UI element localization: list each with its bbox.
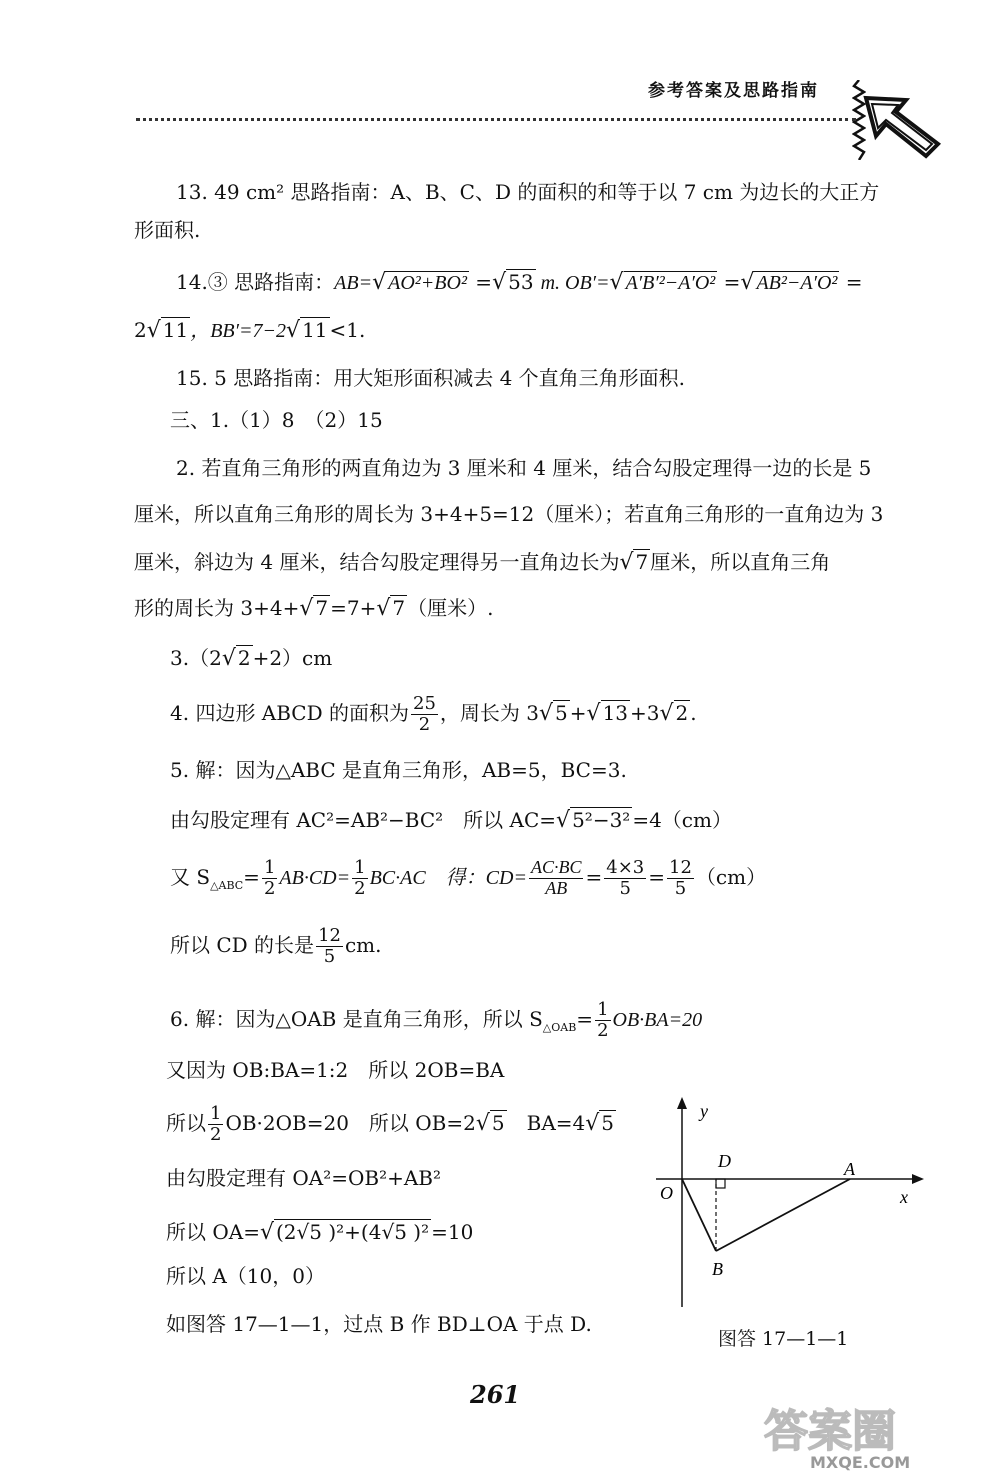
text: 3.（2 xyxy=(170,646,222,670)
denominator: 2 xyxy=(354,877,366,899)
answer-6-line7: 如图答 17—1—1，过点 B 作 BD⊥OA 于点 D. xyxy=(166,1312,592,1336)
text: 又 S xyxy=(170,864,211,889)
page-number: 261 xyxy=(470,1380,521,1409)
equals: = xyxy=(839,270,863,294)
answer-14-line1 xyxy=(176,270,863,296)
text: 6. 解：因为△OAB 是直角三角形，所以 S xyxy=(170,1006,543,1031)
text: =4（cm） xyxy=(632,808,732,832)
dotted-divider xyxy=(136,118,856,121)
radicand: (2√5 )²+(4√5 )² xyxy=(276,1220,430,1244)
denominator: 5 xyxy=(674,877,687,899)
numerator: 4×3 xyxy=(606,857,645,878)
text: 形的周长为 3+4+ xyxy=(134,596,300,620)
answer-5-line4 xyxy=(170,926,382,967)
segment-ob xyxy=(682,1179,716,1251)
fraction xyxy=(262,858,277,899)
answer-6-line5 xyxy=(166,1220,473,1246)
answer-5-line2 xyxy=(170,808,732,834)
answer-14-line2 xyxy=(134,318,365,344)
answer-6-line1 xyxy=(170,1000,702,1041)
sqrt-a-b: √ A′B′²−A′O² xyxy=(609,270,716,295)
text: ，周长为 3 xyxy=(439,700,540,725)
radicand: 11 xyxy=(162,318,189,342)
equals: = xyxy=(648,864,666,889)
text: =10 xyxy=(431,1220,474,1244)
text: cm. xyxy=(344,932,382,957)
radicand: 7 xyxy=(392,596,406,620)
text: OB·2OB=20 所以 OB=2 xyxy=(225,1110,476,1135)
sqrt-ab-ao: √ AB²−A′O² xyxy=(740,270,838,295)
sqrt-7: √ 7 xyxy=(619,550,649,575)
sqrt-oa: √ (2√5 )²+(4√5 )² xyxy=(259,1220,430,1245)
fraction xyxy=(529,858,584,899)
numerator: 1 xyxy=(354,857,366,878)
bb-text: ，BB′=7−2 xyxy=(190,320,287,342)
x-axis-arrow xyxy=(912,1174,924,1184)
text: AB·CD= xyxy=(279,866,351,889)
header-title: 参考答案及思路指南 xyxy=(648,81,819,101)
denominator: 2 xyxy=(418,713,431,735)
radicand: AO²+BO² xyxy=(388,272,467,294)
coef: 2 xyxy=(134,318,147,342)
label-y: y xyxy=(700,1101,708,1121)
answer-6-line4: 由勾股定理有 OA²=OB²+AB² xyxy=(166,1166,441,1190)
fraction xyxy=(667,858,694,899)
fraction xyxy=(595,1000,610,1041)
answer-2-line3 xyxy=(134,550,830,576)
fraction xyxy=(316,926,343,967)
equals: = xyxy=(243,864,260,889)
plus: + xyxy=(569,700,587,725)
answer-6-line2: 又因为 OB:BA=1:2 所以 2OB=BA xyxy=(166,1058,505,1082)
answer-5-line3 xyxy=(170,858,766,899)
unit: （cm） xyxy=(695,864,767,889)
text: +2）cm xyxy=(252,646,333,670)
answer-6-line3 xyxy=(166,1104,616,1145)
numerator: AC·BC xyxy=(530,857,582,877)
answer-2-line2: 厘米，所以直角三角形的周长为 3+4+5=12（厘米）；若直角三角形的一直角边为 3 xyxy=(134,502,884,526)
section-3-answer-1: 三、1.（1）8 （2）15 xyxy=(170,408,383,432)
sqrt-13: √ 13 xyxy=(586,700,629,726)
figure-caption: 图答 17—1—1 xyxy=(718,1328,849,1350)
radicand: 5 xyxy=(601,1110,615,1135)
radicand: 7 xyxy=(315,596,329,620)
label-d: D xyxy=(718,1151,731,1171)
watermark-url: MXQE.COM xyxy=(810,1453,911,1472)
sqrt-7: √ 7 xyxy=(376,596,406,621)
radicand: 5²−3² xyxy=(572,808,631,832)
radicand: A′B′²−A′O² xyxy=(625,272,716,294)
coordinate-figure xyxy=(650,1095,930,1315)
sqrt-11b: √ 11 xyxy=(286,318,328,343)
label-x: x xyxy=(900,1187,908,1207)
denominator: 2 xyxy=(263,877,276,899)
numerator: 1 xyxy=(263,857,276,878)
equals: = xyxy=(576,1006,594,1031)
sqrt-5: √ 5 xyxy=(585,1110,615,1136)
denominator: 2 xyxy=(597,1019,609,1041)
numerator: 1 xyxy=(210,1103,222,1124)
text: =7+ xyxy=(330,596,377,620)
watermark-logo xyxy=(760,1400,992,1472)
sqrt-5: √ 5 xyxy=(539,700,568,726)
sqrt-2: √ 2 xyxy=(659,700,689,726)
numerator: 25 xyxy=(413,693,436,714)
equals: = xyxy=(585,864,603,889)
radicand: 5 xyxy=(555,700,568,725)
radicand: 7 xyxy=(635,550,649,574)
text: （厘米）. xyxy=(407,596,494,620)
radicand: 11 xyxy=(302,318,328,342)
sqrt-53: √ 53 xyxy=(492,270,534,295)
equals: = xyxy=(717,270,741,294)
radicand: 5 xyxy=(491,1110,505,1135)
text: 4. 四边形 ABCD 的面积为 xyxy=(170,700,410,725)
label-b: B xyxy=(712,1259,723,1279)
sqrt-7: √ 7 xyxy=(299,596,329,621)
text: 所以 OA= xyxy=(166,1220,260,1244)
watermark-text: 答案圈 xyxy=(764,1406,896,1457)
sqrt-5: √ 5 xyxy=(475,1110,505,1136)
sqrt-11: √ 11 xyxy=(146,318,189,343)
denominator: 5 xyxy=(323,945,336,967)
right-angle-mark xyxy=(716,1179,725,1188)
text: 厘米，所以直角三角 xyxy=(650,550,831,574)
text: BC·AC 得：CD= xyxy=(369,866,527,889)
numerator: 1 xyxy=(597,999,609,1020)
equals: = xyxy=(468,270,493,294)
y-axis-arrow xyxy=(677,1097,687,1109)
answer-2-line1: 2. 若直角三角形的两直角边为 3 厘米和 4 厘米，结合勾股定理得一边的长是 5 xyxy=(176,456,872,480)
fraction xyxy=(604,858,646,899)
radicand: AB²−A′O² xyxy=(756,272,838,294)
sqrt-ao-bo: √ AO²+BO² xyxy=(372,270,467,295)
answer-14-lead: 14.③ 思路指南： xyxy=(176,270,335,294)
fraction xyxy=(352,858,367,899)
text: OB·BA=20 xyxy=(612,1008,703,1031)
sqrt-5sq-3sq: √ 5²−3² xyxy=(556,808,631,833)
subscript: △OAB xyxy=(542,1020,577,1034)
numerator: 12 xyxy=(669,857,692,878)
text: BA=4 xyxy=(506,1110,586,1135)
answer-2-line4 xyxy=(134,596,493,622)
radicand: 53 xyxy=(508,270,534,294)
period: . xyxy=(690,700,697,725)
sqrt-2: √ 2 xyxy=(221,646,251,671)
arrow-icon xyxy=(862,92,942,162)
answer-14-ab: AB= xyxy=(334,272,373,294)
answer-3 xyxy=(170,646,332,672)
answer-13-line1: 13. 49 cm² 思路指南：A、B、C、D 的面积的和等于以 7 cm 为边长的大正方 xyxy=(176,180,880,204)
denominator: AB xyxy=(545,877,568,898)
answer-5-line1: 5. 解：因为△ABC 是直角三角形，AB=5，BC=3. xyxy=(170,758,627,782)
segment-ba xyxy=(716,1179,850,1251)
text: 厘米，斜边为 4 厘米，结合勾股定理得另一直角边长为 xyxy=(134,550,620,574)
fraction xyxy=(208,1104,223,1145)
label-o: O xyxy=(660,1183,673,1203)
subscript: △ABC xyxy=(210,878,244,892)
label-a: A xyxy=(844,1159,855,1179)
text: 所以 xyxy=(166,1110,206,1135)
text: 由勾股定理有 AC²=AB²−BC² 所以 AC= xyxy=(170,808,557,832)
radicand: 13 xyxy=(602,700,629,725)
answer-13-line2: 形面积. xyxy=(134,218,201,242)
answer-4 xyxy=(170,694,697,735)
answer-6-line6: 所以 A（10，0） xyxy=(166,1264,325,1288)
fraction xyxy=(411,694,438,735)
radicand: 2 xyxy=(675,700,689,725)
radicand: 2 xyxy=(237,646,251,670)
answer-14-ob: m. OB′= xyxy=(535,272,610,294)
denominator: 2 xyxy=(210,1123,222,1145)
answer-15: 15. 5 思路指南：用大矩形面积减去 4 个直角三角形面积. xyxy=(176,366,686,390)
numerator: 12 xyxy=(318,925,341,946)
plus: +3 xyxy=(630,700,660,725)
lt-one: <1. xyxy=(329,318,366,342)
denominator: 5 xyxy=(619,877,631,899)
text: 所以 CD 的长是 xyxy=(170,932,315,957)
